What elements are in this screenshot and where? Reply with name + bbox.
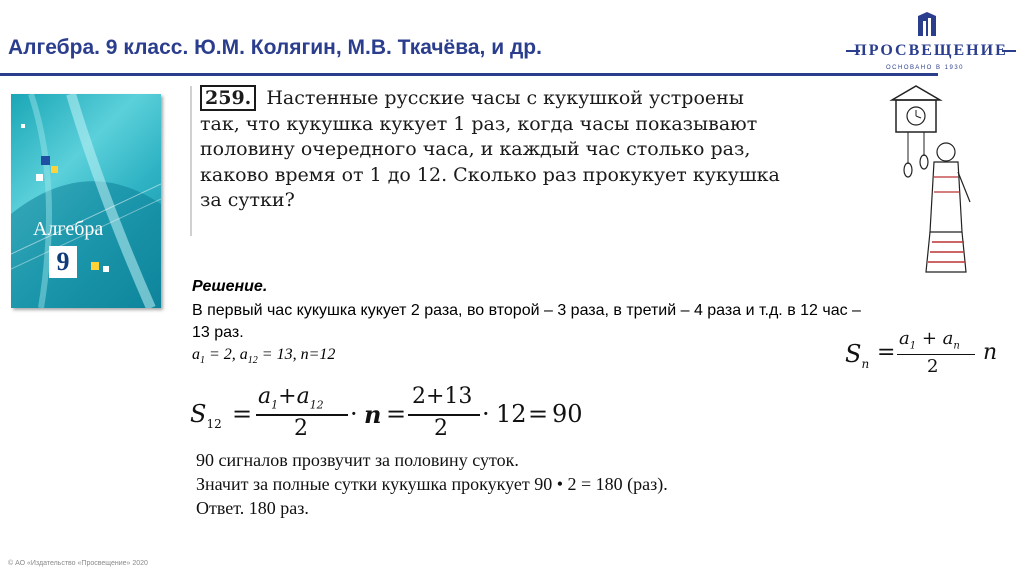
fm-twelve: 12 [496,400,527,428]
fm-a12: a [296,384,310,409]
fm-result: 90 [552,400,583,428]
publisher-logo [846,12,1016,76]
given-n: n=12 [300,346,336,363]
fm-denominator-2: 2 [434,416,448,441]
fm-multiply-2: · [482,400,490,428]
fg-plus: + [916,328,943,349]
problem-text: Настенные русские часы с кукушкой устроены так, что кукушка кукует 1 раз, когда часы показывают половину очередного часа, и каждый час столько раз, каково время от 1 до 12. Сколько раз прокукует кукушка за сутки? [200,87,780,211]
given-a12-value: = 13, [257,346,301,363]
fm-a1-sub: 1 [271,398,279,412]
fg-an: a [942,328,954,349]
fg-n: n [983,340,998,365]
given-a12: a [239,346,248,363]
solution-text: В первый час кукушка кукует 2 раза, во второй – 3 раза, в третий – 4 раза и т.д. в 12 час – 13 раз. [192,302,861,341]
given-a12-sub: 12 [247,355,258,367]
given-a1: a [192,346,200,363]
fm-plus: + [278,384,297,409]
fm-eq2: = [386,400,407,428]
fm-eq3: = [528,400,549,428]
fg-fraction-line [897,354,975,355]
fm-multiply-1: · [350,400,358,428]
sum-formula-calculation [190,384,610,444]
fm-numerator-1 [258,384,324,411]
answer-line: Ответ. 180 раз. [196,498,309,518]
given-values [192,346,335,366]
publisher-logo-icon [916,12,938,38]
sum-formula-general [845,326,998,380]
problem-bar [190,86,192,236]
cover-decoration [11,94,161,308]
book-title: Алгебра [33,218,104,240]
publisher-founded: ОСНОВАНО В 1930 [886,65,964,71]
problem-statement [200,86,780,214]
page-title: Алгебра. 9 класс. Ю.М. Колягин, М.В. Ткачёва, и др. [8,36,542,59]
fg-a1-sub: 1 [909,340,917,352]
fg-s-letter: S [845,340,862,368]
publisher-name: ПРОСВЕЩЕНИЕ [854,42,1008,59]
fg-an-sub: n [953,340,960,352]
cuckoo-clock-illustration [874,82,974,282]
fg-s-sub: n [861,356,870,371]
given-a1-value: = 2, [205,346,240,363]
book-grade: 9 [49,246,77,278]
given-a1-sub: 1 [200,355,205,367]
fg-numerator [899,328,960,352]
result-line-2: Значит за полные сутки кукушка прокукует 90 • 2 = 180 (раз). [196,474,668,494]
problem-number: 259. [200,85,256,111]
fm-numerator-2: 2+13 [412,384,473,409]
fg-denominator: 2 [927,356,939,377]
fm-denominator-1: 2 [294,416,308,441]
fm-s-sub: 12 [206,416,222,431]
result-line-1: 90 сигналов прозвучит за половину суток. [196,450,519,470]
header-divider [0,73,938,76]
results-block [196,448,816,520]
fm-a12-sub: 12 [309,398,324,412]
fg-eq: = [877,340,896,365]
fm-s-letter: S [190,400,207,428]
fm-a1: a [258,384,272,409]
fg-s [845,340,869,371]
fm-n: n [364,400,382,429]
footer-copyright: © АО «Издательство «Просвещение» 2020 [8,560,148,567]
fg-a1: a [899,328,910,349]
textbook-cover-image [11,94,161,308]
fm-s [190,400,222,431]
solution-heading: Решение. [192,278,268,295]
fm-eq1: = [232,400,253,428]
